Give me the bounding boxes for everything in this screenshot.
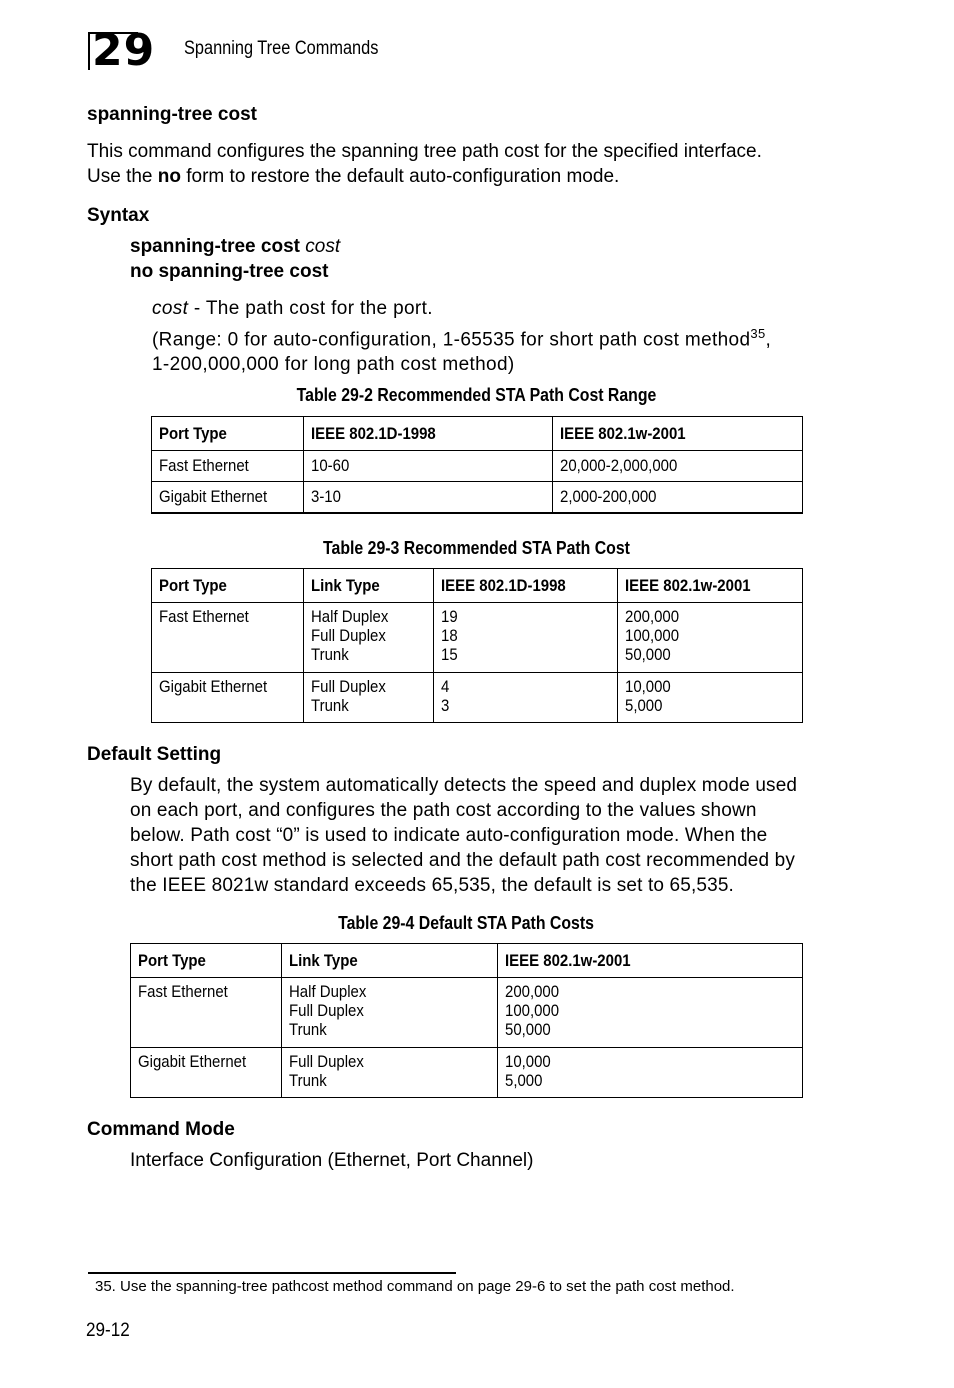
table-cell: Gigabit Ethernet xyxy=(152,482,304,513)
table-cell: 3-10 xyxy=(303,482,553,513)
footnote: 35. Use the spanning-tree pathcost method command on page 29-6 to set the path cost method. xyxy=(95,1278,735,1295)
paragraph-line: short path cost method is selected and the default path cost recommended by xyxy=(130,850,796,871)
table-cell: 19 18 15 xyxy=(433,603,618,673)
command-title: spanning-tree cost xyxy=(87,104,257,125)
range-line-2: 1-200,000,000 for long path cost method) xyxy=(152,354,515,376)
command-mode-heading: Command Mode xyxy=(87,1119,235,1140)
parameter-description xyxy=(152,296,771,377)
syntax-block xyxy=(130,234,340,284)
table-cell: Half Duplex Full Duplex Trunk xyxy=(281,978,497,1048)
column-header: Port Type xyxy=(131,944,282,978)
column-header: IEEE 802.1w-2001 xyxy=(618,569,803,603)
table-row xyxy=(152,603,803,673)
default-setting-heading: Default Setting xyxy=(87,744,222,765)
table-header-row xyxy=(131,944,803,978)
table-cell: Full Duplex Trunk xyxy=(281,1048,497,1098)
paragraph-line: the IEEE 8021w standard exceeds 65,535, the default is set to 65,535. xyxy=(130,875,734,896)
command-description xyxy=(87,139,762,189)
paragraph-line: on each port, and configures the path cost according to the values shown xyxy=(130,800,757,821)
syntax-line-2: no spanning-tree cost xyxy=(130,261,329,282)
table-cell: 10-60 xyxy=(303,451,553,482)
table-header-row xyxy=(152,569,803,603)
table2-caption: Table 29-2 Recommended STA Path Cost Range xyxy=(296,385,657,405)
chapter-number-box xyxy=(88,25,166,76)
page-number: 29-12 xyxy=(86,1320,130,1341)
description-line-1: This command configures the spanning tree path cost for the specified interface. xyxy=(87,141,762,162)
command-mode-text: Interface Configuration (Ethernet, Port Channel) xyxy=(130,1150,534,1171)
no-keyword: no xyxy=(157,166,181,187)
chapter-box-rule-left xyxy=(88,32,90,70)
table-cell: 200,000 100,000 50,000 xyxy=(497,978,803,1048)
description-line-2: Use the no form to restore the default auto-configuration mode. xyxy=(87,166,620,187)
table-cell: Gigabit Ethernet xyxy=(152,673,304,723)
paragraph-line: below. Path cost “0” is used to indicate auto-configuration mode. When the xyxy=(130,825,768,846)
chapter-number: 29 xyxy=(92,25,156,76)
table-cell: Half Duplex Full Duplex Trunk xyxy=(303,603,433,673)
table-cell: 4 3 xyxy=(433,673,618,723)
column-header: Link Type xyxy=(303,569,433,603)
footnote-ref[interactable]: 35 xyxy=(750,326,766,341)
table-cell: Fast Ethernet xyxy=(152,603,304,673)
table-cell: Fast Ethernet xyxy=(152,451,304,482)
footnote-divider xyxy=(88,1272,456,1274)
syntax-heading: Syntax xyxy=(87,205,150,226)
table-cell: 20,000-2,000,000 xyxy=(553,451,803,482)
table-29-3 xyxy=(151,568,803,723)
table-cell: 2,000-200,000 xyxy=(553,482,803,513)
chapter-title: Spanning Tree Commands xyxy=(184,38,379,59)
table-cell: Full Duplex Trunk xyxy=(303,673,433,723)
column-header: IEEE 802.1D-1998 xyxy=(433,569,618,603)
param-name: cost xyxy=(152,298,189,319)
column-header: IEEE 802.1w-2001 xyxy=(497,944,803,978)
table-29-2 xyxy=(151,416,803,514)
table-row xyxy=(131,978,803,1048)
table-row xyxy=(131,1048,803,1098)
table4-caption: Table 29-4 Default STA Path Costs xyxy=(338,913,594,933)
paragraph-line: By default, the system automatically detects the speed and duplex mode used xyxy=(130,775,798,796)
table-cell: 10,000 5,000 xyxy=(618,673,803,723)
table-29-4 xyxy=(130,943,803,1098)
range-line-1: (Range: 0 for auto-configuration, 1-65535 for short path cost method$^{35}$, xyxy=(152,326,772,351)
column-header: IEEE 802.1w-2001 xyxy=(553,417,803,451)
column-header: IEEE 802.1D-1998 xyxy=(303,417,553,451)
column-header: Port Type xyxy=(152,569,304,603)
table3-caption: Table 29-3 Recommended STA Path Cost xyxy=(323,538,630,558)
table-cell: 10,000 5,000 xyxy=(497,1048,803,1098)
table-cell: Gigabit Ethernet xyxy=(131,1048,282,1098)
table-cell: 200,000 100,000 50,000 xyxy=(618,603,803,673)
syntax-line-1: spanning-tree cost cost xyxy=(130,236,341,257)
default-setting-text xyxy=(130,773,797,898)
table-row xyxy=(152,482,803,513)
column-header: Link Type xyxy=(281,944,497,978)
table-header-row xyxy=(152,417,803,451)
column-header: Port Type xyxy=(152,417,304,451)
table-row xyxy=(152,673,803,723)
table-cell: Fast Ethernet xyxy=(131,978,282,1048)
param-line: cost - The path cost for the port. xyxy=(152,298,433,319)
table-row xyxy=(152,451,803,482)
